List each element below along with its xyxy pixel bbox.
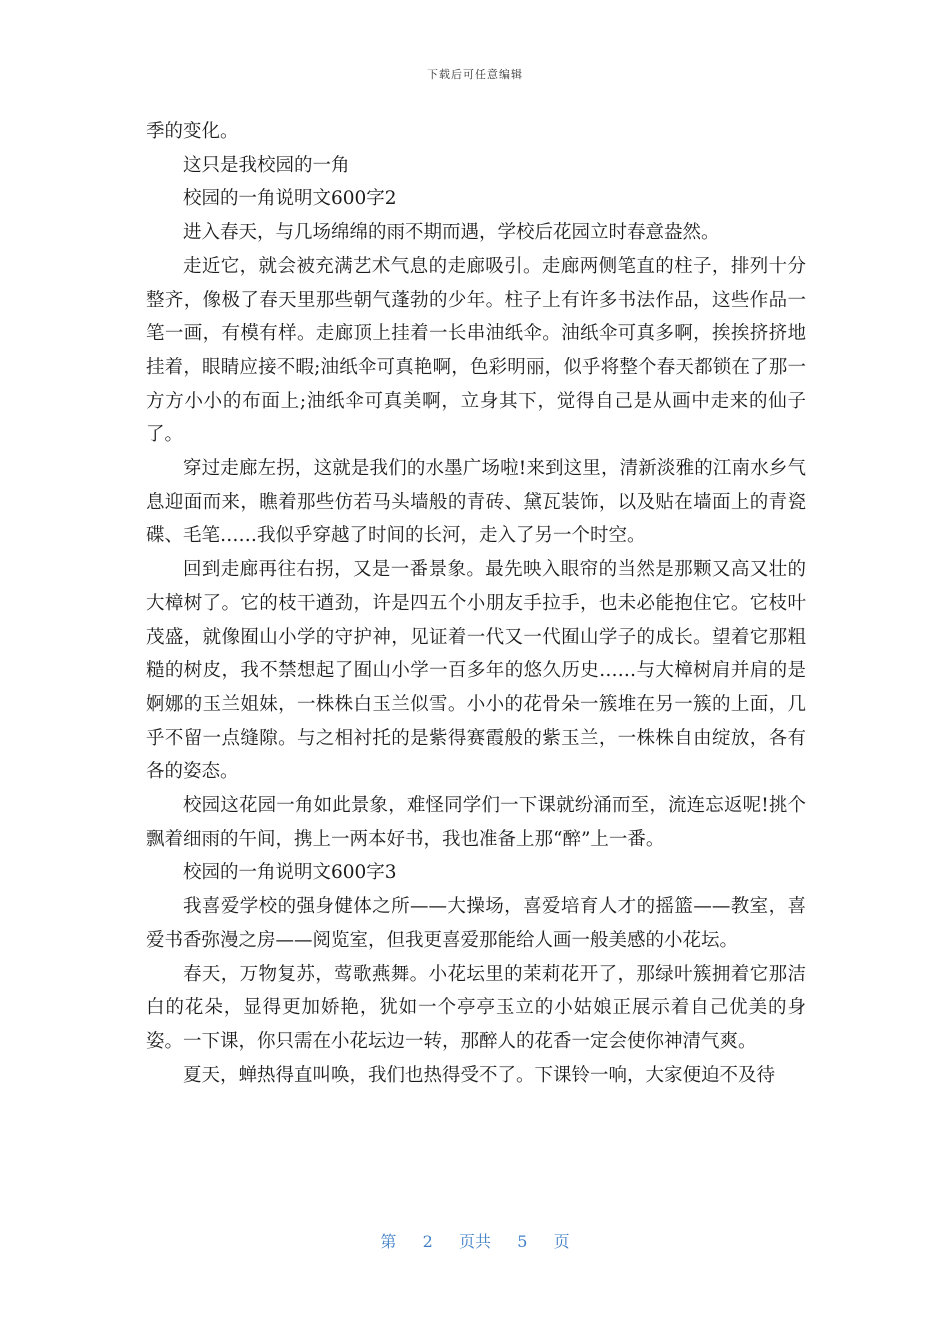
paragraph: 校园这花园一角如此景象，难怪同学们一下课就纷涌而至，流连忘返呢!挑个飘着细雨的午间，携上一两本好书，我也准备上那“醉”上一番。 xyxy=(146,795,806,850)
footer-prefix: 第 xyxy=(380,1232,397,1251)
document-body xyxy=(146,115,806,1092)
paragraph: 穿过走廊左拐，这就是我们的水墨广场啦!来到这里，清新淡雅的江南水乡气息迎面而来，瞧着那些仿若马头墙般的青砖、黛瓦装饰，以及贴在墙面上的青瓷碟、毛笔……我似乎穿越了时间的长河，走入了另一个时空。 xyxy=(146,458,806,547)
footer-middle: 页共 xyxy=(458,1232,491,1251)
paragraph: 夏天，蝉热得直叫唤，我们也热得受不了。下课铃一响，大家便迫不及待 xyxy=(183,1064,776,1086)
paragraph: 季的变化。 xyxy=(146,121,239,142)
paragraph: 走近它，就会被充满艺术气息的走廊吸引。走廊两侧笔直的柱子，排列十分整齐，像极了春天里那些朝气蓬勃的少年。柱子上有许多书法作品，这些作品一笔一画，有模有样。走廊顶上挂着一长串油纸伞。油纸伞可真多啊，挨挨挤挤地挂着，眼睛应接不暇;油纸伞可真艳啊，色彩明丽，似乎将整个春天都锁在了那一方方小小的布面上;油纸伞可真美啊，立身其下，觉得自己是从画中走来的仙子了。 xyxy=(146,255,806,446)
paragraph: 进入春天，与几场绵绵的雨不期而遇，学校后花园立时春意盎然。 xyxy=(183,222,720,244)
current-page-number: 2 xyxy=(422,1232,433,1251)
paragraph: 回到走廊再往右拐，又是一番景象。最先映入眼帘的当然是那颗又高又壮的大樟树了。它的枝干遒劲，许是四五个小朋友手拉手，也未必能抱住它。它枝叶茂盛，就像囿山小学的守护神，见证着一代又一代囿山学子的成长。望着它那粗糙的树皮，我不禁想起了囿山小学一百多年的悠久历史……与大樟树肩并肩的是婀娜的玉兰姐妹，一株株白玉兰似雪。小小的花骨朵一簇堆在另一簇的上面，几乎不留一点缝隙。与之相衬托的是紫得赛霞般的紫玉兰，一株株自由绽放，各有各的姿态。 xyxy=(146,559,806,783)
page-header: 下载后可任意编辑 xyxy=(427,68,523,81)
paragraph: 春天，万物复苏，莺歌燕舞。小花坛里的茉莉花开了，那绿叶簇拥着它那洁白的花朵，显得更加娇艳，犹如一个亭亭玉立的小姑娘正展示着自己优美的身姿。一下课，你只需在小花坛边一转，那醉人的花香一定会使你神清气爽。 xyxy=(146,963,806,1052)
section-heading: 校园的一角说明文600字3 xyxy=(183,862,397,884)
total-pages-number: 5 xyxy=(517,1232,528,1251)
page-footer xyxy=(0,1229,950,1252)
paragraph: 我喜爱学校的强身健体之所——大操场，喜爱培育人才的摇篮——教室，喜爱书香弥漫之房——阅览室，但我更喜爱那能给人画一般美感的小花坛。 xyxy=(146,896,806,951)
paragraph: 这只是我校园的一角 xyxy=(183,154,350,176)
footer-suffix: 页 xyxy=(553,1232,570,1251)
section-heading: 校园的一角说明文600字2 xyxy=(183,188,397,210)
